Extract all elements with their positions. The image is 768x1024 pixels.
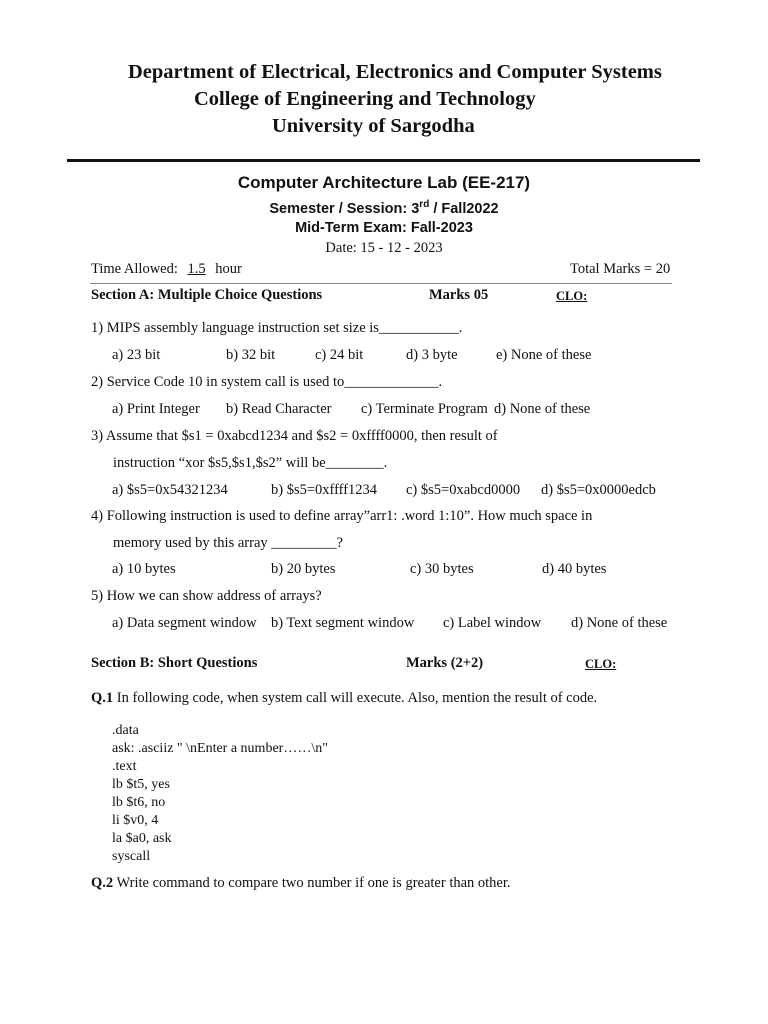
- mcq-5-text: 5) How we can show address of arrays?: [91, 588, 322, 604]
- section-b-title: Section B: Short Questions: [91, 655, 258, 671]
- code-line: lb $t6, no: [112, 795, 166, 810]
- time-allowed: [91, 261, 242, 278]
- code-line: .data: [112, 723, 139, 738]
- short-question-2: [91, 875, 511, 892]
- code-line: syscall: [112, 849, 151, 864]
- short-question-2-label: Q.2: [91, 875, 114, 891]
- mcq-2-text: 2) Service Code 10 in system call is used to_____________.: [91, 374, 443, 390]
- section-a-marks: Marks 05: [429, 287, 489, 303]
- mcq-3-option-b: b) $s5=0xffff1234: [271, 482, 378, 498]
- mcq-1-option-d: d) 3 byte: [406, 347, 458, 363]
- college-title: College of Engineering and Technology: [194, 88, 536, 110]
- semester-sup: rd: [419, 199, 430, 210]
- time-unit: hour: [215, 261, 242, 277]
- exam-date: Date: 15 - 12 - 2023: [325, 240, 443, 256]
- mcq-4-text-continued: memory used by this array _________?: [113, 535, 343, 551]
- short-question-1-label: Q.1: [91, 690, 114, 706]
- mcq-4-text: 4) Following instruction is used to define array”arr1: .word 1:10”. How much space in: [91, 508, 593, 524]
- mcq-2-option-b: b) Read Character: [226, 401, 332, 417]
- mcq-1-option-e: e) None of these: [496, 347, 592, 363]
- exam-title: Mid-Term Exam: Fall-2023: [295, 220, 473, 236]
- section-b-clo: CLO:: [585, 657, 617, 671]
- mcq-5-option-b: b) Text segment window: [271, 615, 415, 631]
- mcq-1-option-a: a) 23 bit: [112, 347, 161, 363]
- meta-divider: [90, 283, 672, 284]
- mcq-4-option-c: c) 30 bytes: [410, 561, 474, 577]
- semester-suffix: / Fall2022: [429, 200, 499, 217]
- mcq-4-option-d: d) 40 bytes: [542, 561, 607, 577]
- section-a-title: Section A: Multiple Choice Questions: [91, 287, 323, 303]
- mcq-5-option-a: a) Data segment window: [112, 615, 257, 631]
- code-line: .text: [112, 759, 137, 774]
- code-line: ask: .asciiz " \nEnter a number……\n": [112, 741, 328, 756]
- mcq-2-option-a: a) Print Integer: [112, 401, 200, 417]
- section-a-clo: CLO:: [556, 289, 588, 303]
- short-question-1: [91, 690, 597, 707]
- course-title: Computer Architecture Lab (EE-217): [237, 173, 531, 192]
- mcq-2-option-c: c) Terminate Program: [361, 401, 488, 417]
- mcq-3-text: 3) Assume that $s1 = 0xabcd1234 and $s2 = 0xffff0000, then result of: [91, 428, 498, 444]
- department-title: Department of Electrical, Electronics and Computer Systems: [128, 61, 662, 83]
- semester-prefix: Semester / Session: 3: [269, 200, 420, 217]
- mcq-1-text: 1) MIPS assembly language instruction set size is___________.: [91, 320, 463, 336]
- mcq-3-text-continued: instruction “xor $s5,$s1,$s2” will be________.: [113, 455, 388, 471]
- mcq-4-option-b: b) 20 bytes: [271, 561, 336, 577]
- section-b-marks: Marks (2+2): [406, 655, 484, 671]
- mcq-3-option-a: a) $s5=0x54321234: [112, 482, 228, 498]
- mcq-1-option-c: c) 24 bit: [315, 347, 364, 363]
- mcq-1-option-b: b) 32 bit: [226, 347, 276, 363]
- mcq-3-option-d: d) $s5=0x0000edcb: [541, 482, 656, 498]
- time-value: 1.5: [187, 261, 206, 277]
- total-marks: Total Marks = 20: [570, 261, 671, 277]
- code-line: lb $t5, yes: [112, 777, 170, 792]
- mcq-4-option-a: a) 10 bytes: [112, 561, 176, 577]
- mcq-5-option-d: d) None of these: [571, 615, 668, 631]
- header-divider: [67, 159, 700, 162]
- mcq-3-option-c: c) $s5=0xabcd0000: [406, 482, 521, 498]
- mcq-2-option-d: d) None of these: [494, 401, 591, 417]
- short-question-2-text: Write command to compare two number if one is greater than other.: [113, 875, 511, 891]
- code-line: li $v0, 4: [112, 813, 159, 828]
- code-line: la $a0, ask: [112, 831, 172, 846]
- semester-line: [0, 199, 768, 217]
- time-label: Time Allowed:: [91, 261, 178, 277]
- university-title: University of Sargodha: [272, 115, 475, 137]
- mcq-5-option-c: c) Label window: [443, 615, 542, 631]
- short-question-1-text: In following code, when system call will execute. Also, mention the result of code.: [113, 690, 598, 706]
- code-block: [112, 722, 328, 866]
